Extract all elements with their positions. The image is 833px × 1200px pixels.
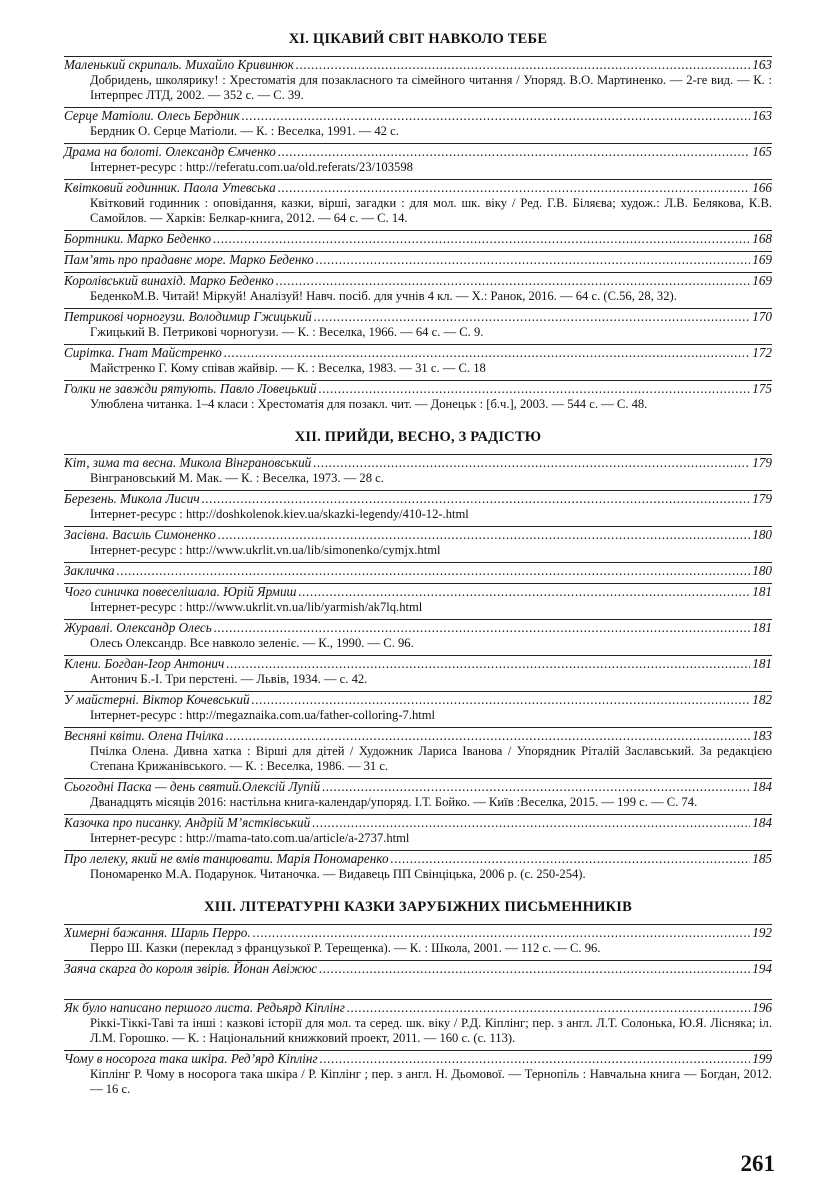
entry-page-number: 169: [752, 252, 772, 267]
toc-entry: [64, 344, 772, 380]
entry-title: Пам’ять про прадавнє море. Марко Беденко: [64, 252, 314, 267]
dot-leader: [347, 1000, 750, 1016]
entry-page-number: 181: [752, 584, 772, 599]
dot-leader: [214, 620, 750, 636]
entry-page-number: 170: [752, 309, 772, 324]
toc-entry: [64, 380, 772, 416]
entry-heading: [64, 692, 772, 708]
entry-heading: [64, 656, 772, 672]
entry-source: Кіплінг Р. Чому в носорога така шкіра / Р. Кіплінг ; пер. з англ. Н. Дьомової. — Тернопіль : Навчальна книга — Богдан, 2012. — 16 с.: [90, 1067, 772, 1096]
entry-heading: [64, 527, 772, 543]
entry-heading: [64, 57, 772, 73]
dot-leader: [218, 527, 750, 543]
toc-entry: [64, 272, 772, 308]
toc-entry: [64, 526, 772, 562]
entry-source: Пчілка Олена. Дивна хатка : Вірші для дітей / Художник Лариса Іванова / Упорядник Рiталiй Заславський. За редакцією Степана Крижанівського. — К. : Веселка, 1986. — 31 с.: [90, 744, 772, 773]
dot-leader: [252, 692, 751, 708]
toc-entry: [64, 107, 772, 143]
section-title: XI. ЦІКАВИЙ СВІТ НАВКОЛО ТЕБЕ: [288, 31, 548, 47]
entry-title: Сирітка. Гнат Майстренко: [64, 345, 222, 360]
entry-title: Казочка про писанку. Андрій М’ястківський: [64, 815, 311, 830]
entry-page-number: 196: [752, 1000, 772, 1015]
toc-entry: [64, 308, 772, 344]
entry-heading: [64, 584, 772, 600]
entry-title: Заяча скарга до короля звірів. Йонан Авіжюс: [64, 961, 318, 976]
entry-source: Квітковий годинник : оповідання, казки, вірші, загадки : для мол. шк. віку / Ред. Г.В. Біляєва; худож.: Л.В. Белякова, К.В. Самойлов. — Харків: Белкар-книга, 2012. — 64 с. — С. 14.: [90, 196, 772, 225]
entry-page-number: 163: [752, 108, 772, 123]
dot-leader: [319, 961, 750, 977]
entry-page-number: 175: [752, 381, 772, 396]
entry-source: Добридень, школярику! : Хрестоматія для позакласного та сімейного читання / Упоряд. В.О. Мартиненко. — 2-ге вид. — К. : Інтерпрес ЛТД, 2002. — 352 с. — С. 39.: [90, 73, 772, 102]
entry-heading: [64, 961, 772, 977]
entry-source: БеденкоМ.В. Читай! Міркуй! Аналізуй! Навч. посіб. для учнів 4 кл. — Х.: Ранок, 2016. — 64 с. (С.56, 28, 32).: [90, 289, 677, 303]
toc-entry: [64, 924, 772, 960]
entry-page-number: 163: [752, 57, 772, 72]
toc-entry: [64, 179, 772, 230]
toc-entry: [64, 727, 772, 778]
toc-entry: [64, 655, 772, 691]
toc-entry: [64, 691, 772, 727]
toc-entry: [64, 999, 772, 1050]
entry-heading: [64, 108, 772, 124]
dot-leader: [276, 273, 750, 289]
dot-leader: [117, 563, 751, 579]
entry-heading: [64, 620, 772, 636]
entry-title: Химерні бажання. Шарль Перро.: [64, 925, 251, 940]
entry-source: Улюблена читанка. 1–4 класи : Хрестоматія для позакл. чит. — Донецьк : [б.ч.], 2003. — 544 с. — С. 48.: [90, 397, 648, 411]
table-of-contents: [64, 30, 772, 1101]
toc-entry: [64, 251, 772, 272]
dot-leader: [226, 728, 751, 744]
entry-title: Кіт, зима та весна. Микола Вінграновський: [64, 455, 312, 470]
entry-heading: [64, 1051, 772, 1067]
entry-title: Квітковий годинник. Паола Утевська: [64, 180, 276, 195]
toc-entry: [64, 230, 772, 251]
toc-entry: [64, 814, 772, 850]
entry-source: Пономаренко М.А. Подарунок. Читаночка. — Видавець ПП Свінціцька, 2006 р. (с. 250-254).: [90, 867, 586, 881]
entry-page-number: 199: [752, 1051, 772, 1066]
toc-entry: [64, 778, 772, 814]
entry-source: Майстренко Г. Кому співав жайвір. — К. : Веселка, 1983. — 31 с. — С. 18: [90, 361, 486, 375]
entry-page-number: 172: [752, 345, 772, 360]
entry-page-number: 192: [752, 925, 772, 940]
toc-entry: [64, 56, 772, 107]
entry-page-number: 179: [752, 455, 772, 470]
dot-leader: [316, 252, 751, 268]
entry-heading: [64, 309, 772, 325]
dot-leader: [224, 345, 750, 361]
dot-leader: [314, 309, 750, 325]
dot-leader: [320, 1051, 751, 1067]
entry-title: Петрикові чорногузи. Володимир Гжицький: [64, 309, 312, 324]
toc-entry: [64, 454, 772, 490]
entry-source: Гжицький В. Петрикові чорногузи. — К. : Веселка, 1966. — 64 с. — С. 9.: [90, 325, 484, 339]
dot-leader: [202, 491, 751, 507]
entry-heading: [64, 180, 772, 196]
entry-title: У майстерні. Віктор Кочевський: [64, 692, 250, 707]
entry-heading: [64, 779, 772, 795]
page-number: 261: [740, 1151, 775, 1176]
entry-source: Інтернет-ресурс : http://www.ukrlit.vn.ua/lib/simonenko/cymjx.html: [90, 543, 441, 557]
entry-heading: [64, 273, 772, 289]
entry-source: Ріккі-Тіккі-Таві та інші : казкові історії для мол. та серед. шк. віку / Р.Д. Кіплінг; пер. з англ. Л.Т. Солонька, Ю.Я. Лісняка; іл. Л.М. Горошко. — К. : Національний книжковий проект, 2011. — 160 с. (с. 113).: [90, 1016, 772, 1045]
entry-title: Сьогодні Паска — день святий.Олексій Лупій: [64, 779, 321, 794]
entry-heading: [64, 815, 772, 831]
entry-title: Маленький скрипаль. Михайло Кривинюк: [64, 57, 294, 72]
entry-heading: [64, 144, 772, 160]
toc-entry: [64, 960, 772, 999]
section-title: XII. ПРИЙДИ, ВЕСНО, З РАДІСТЮ: [294, 429, 542, 445]
entry-title: Чого синичка повеселішала. Юрій Ярмиш: [64, 584, 297, 599]
section-title: XIII. ЛІТЕРАТУРНІ КАЗКИ ЗАРУБІЖНИХ ПИСЬМЕННИКІВ: [204, 899, 632, 915]
entry-page-number: 180: [752, 563, 772, 578]
dot-leader: [278, 180, 751, 196]
dot-leader: [299, 584, 751, 600]
dot-leader: [213, 231, 750, 247]
entry-page-number: 183: [752, 728, 772, 743]
entry-title: Закличка: [64, 563, 115, 578]
entry-page-number: 194: [752, 961, 772, 976]
dot-leader: [312, 815, 750, 831]
entry-page-number: 181: [752, 656, 772, 671]
entry-heading: [64, 925, 772, 941]
toc-section: [64, 898, 772, 1101]
entry-heading: [64, 1000, 772, 1016]
toc-section: [64, 30, 772, 416]
entry-heading: [64, 455, 772, 471]
entry-title: Березень. Микола Лисич: [64, 491, 200, 506]
entry-page-number: 184: [752, 779, 772, 794]
entry-heading: [64, 231, 772, 247]
entry-page-number: 168: [752, 231, 772, 246]
toc-entry: [64, 850, 772, 886]
entry-heading: [64, 728, 772, 744]
dot-leader: [253, 925, 751, 941]
entry-page-number: 185: [752, 851, 772, 866]
entry-page-number: 182: [752, 692, 772, 707]
entry-source: Бердник О. Серце Матіоли. — К. : Веселка, 1991. — 42 с.: [90, 124, 399, 138]
entry-source: Дванадцять місяців 2016: настільна книга-календар/упоряд. І.Т. Бойко. — Київ :Веселка, 2015. — 199 с. — С. 74.: [90, 795, 698, 809]
entry-source: Інтернет-ресурс : http://doshkolenok.kiev.ua/skazki-legendy/410-12-.html: [90, 507, 469, 521]
dot-leader: [242, 108, 751, 124]
dot-leader: [226, 656, 750, 672]
entry-heading: [64, 252, 772, 268]
entry-heading: [64, 563, 772, 579]
entry-title: Королівський винахід. Марко Беденко: [64, 273, 274, 288]
entry-title: Про лелеку, який не вмів танцювати. Марія Пономаренко: [64, 851, 389, 866]
dot-leader: [319, 381, 751, 397]
entry-page-number: 179: [752, 491, 772, 506]
entry-title: Журавлі. Олександр Олесь: [64, 620, 212, 635]
dot-leader: [278, 144, 750, 160]
toc-entry: [64, 490, 772, 526]
entry-title: Драма на болоті. Олександр Ємченко: [64, 144, 276, 159]
dot-leader: [313, 455, 750, 471]
entry-page-number: 181: [752, 620, 772, 635]
entry-heading: [64, 345, 772, 361]
entry-title: Засівна. Василь Симоненко: [64, 527, 216, 542]
entry-title: Як було написано першого листа. Редьярд Кіплінг: [64, 1000, 345, 1015]
entry-title: Клени. Богдан-Ігор Антонич: [64, 656, 225, 671]
entry-page-number: 169: [752, 273, 772, 288]
toc-entry: [64, 619, 772, 655]
entry-page-number: 184: [752, 815, 772, 830]
entry-heading: [64, 381, 772, 397]
entry-page-number: 165: [752, 144, 772, 159]
entry-source: Олесь Олександр. Все навколо зеленіє. — К., 1990. — С. 96.: [90, 636, 414, 650]
entry-title: Весняні квіти. Олена Пчілка: [64, 728, 224, 743]
entry-source: Інтернет-ресурс : http://www.ukrlit.vn.ua/lib/yarmish/ak7lq.html: [90, 600, 423, 614]
entry-title: Серце Матіоли. Олесь Бердник: [64, 108, 240, 123]
entry-page-number: 180: [752, 527, 772, 542]
toc-entry: [64, 562, 772, 583]
entry-source: Вінграновський М. Мак. — К. : Веселка, 1973. — 28 с.: [90, 471, 384, 485]
entry-title: Чому в носорога така шкіра. Ред’ярд Кіплінг: [64, 1051, 318, 1066]
toc-entry: [64, 1050, 772, 1101]
entry-source: Інтернет-ресурс : http://referatu.com.ua/old.referats/23/103598: [90, 160, 413, 174]
toc-section: [64, 428, 772, 886]
dot-leader: [296, 57, 750, 73]
entry-source: Перро Ш. Казки (переклад з французької Р. Терещенка). — К. : Школа, 2001. — 112 с. — С. 96.: [90, 941, 601, 955]
entry-source: Інтернет-ресурс : http://megaznaika.com.ua/father-colloring-7.html: [90, 708, 436, 722]
entry-source: Інтернет-ресурс : http://mama-tato.com.ua/article/a-2737.html: [90, 831, 410, 845]
entry-page-number: 166: [752, 180, 772, 195]
entry-source: Антонич Б.-І. Три перстені. — Львів, 1934. — с. 42.: [90, 672, 368, 686]
entry-heading: [64, 491, 772, 507]
entry-title: Голки не завжди рятують. Павло Ловецький: [64, 381, 317, 396]
dot-leader: [391, 851, 751, 867]
toc-entry: [64, 143, 772, 179]
toc-entry: [64, 583, 772, 619]
entry-heading: [64, 851, 772, 867]
dot-leader: [322, 779, 750, 795]
entry-title: Бортники. Марко Беденко: [64, 231, 212, 246]
